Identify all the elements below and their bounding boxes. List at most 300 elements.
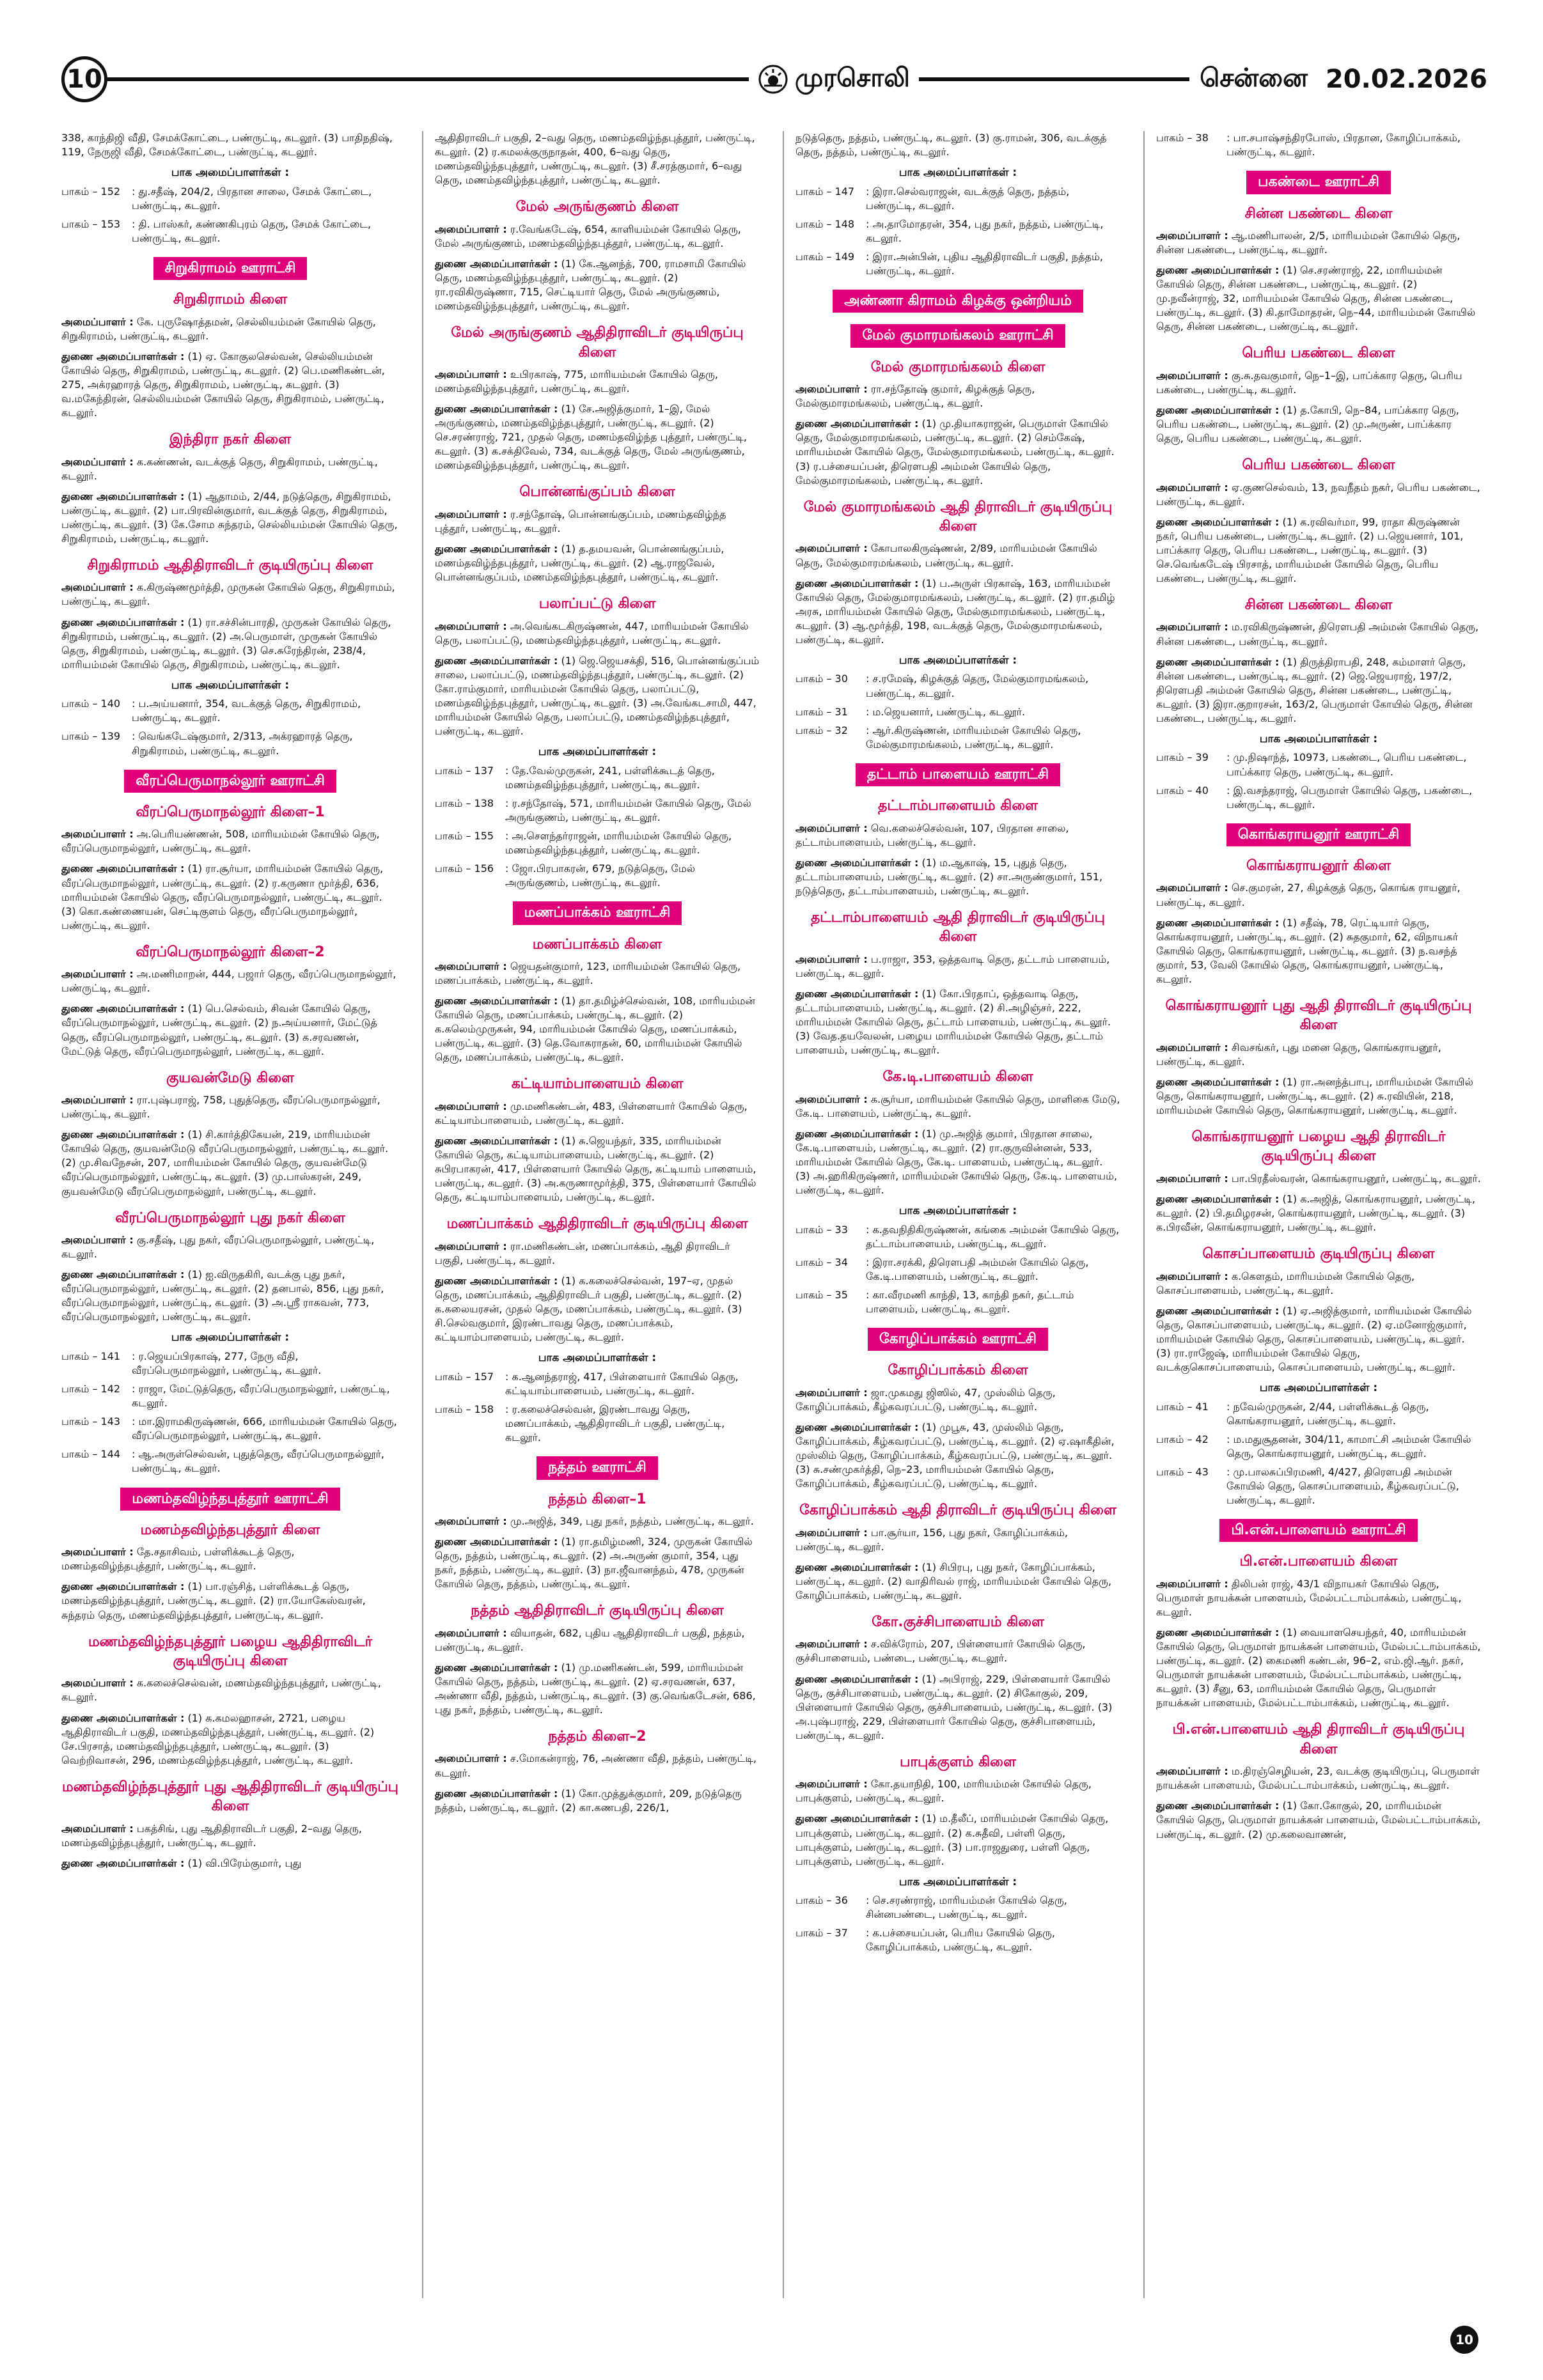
ward-organizer: : தே.வேல்முருகன், 241, பள்ளிக்கூடத் தெரு, மணம்தவிழ்ந்தபுத்தூர், பண்ருட்டி, கடலூர். (505, 764, 715, 791)
member-entry (795, 1560, 1120, 1603)
member-entry (1156, 515, 1481, 586)
role-label: அமைப்பாளர் : (795, 1386, 868, 1399)
member-entry (435, 508, 760, 536)
role-label: துணை அமைப்பாளர்கள் : (435, 1535, 558, 1548)
member-entry (61, 455, 399, 483)
ward-organizers-heading: பாக அமைப்பாளர்கள் : (898, 1204, 1017, 1218)
member-details: (1) ம.ஆகாஷ், 15, புதுத் தெரு, தட்டாம்பாளையம், பண்ருட்டி, கடலூர். (2) சா.அருண்குமார், 151, நடுத்தெரு, தட்டாம்பாளையம், பண்ருட்டி, கடலூர். (795, 856, 1103, 897)
role-label: துணை அமைப்பாளர்கள் : (435, 542, 558, 555)
member-entry (1156, 1270, 1481, 1298)
member-details: ர.வேங்கடேஷ், 654, காளியம்மன் கோயில் தெரு, மேல் அருங்குணம், மணம்தவிழ்ந்தபுத்தூர், பண்ருட்டி, கடலூர். (435, 222, 741, 249)
member-entry (435, 1626, 760, 1654)
ward-number: பாகம் – 155 (435, 829, 494, 842)
ward-organizers-heading: பாக அமைப்பாளர்கள் : (898, 1875, 1017, 1888)
role-label: துணை அமைப்பாளர்கள் : (435, 654, 558, 667)
ward-organizer: : ச.ரமேஷ், கிழக்குத் தெரு, மேல்குமாரமங்கலம், பண்ருட்டி, கடலூர். (866, 673, 1089, 699)
ward-entry (1156, 1433, 1481, 1461)
member-details: திலிபன் ராஜ், 43/1 விநாயகர் கோயில் தெரு, பெருமாள் நாயக்கன் பாளையம், மேல்பட்டாம்பாக்கம், பண்ருட்டி, கடலூர். (1156, 1577, 1462, 1618)
member-details: (1) க.கமலஹாசன், 2721, பழைய ஆதிதிராவிடர் பகுதி, மணம்தவிழ்ந்தபுத்தூர், பண்ருட்டி, கடலூர். (2) சே.பிரசாத், மணம்தவிழ்ந்தபுத்தூர், பண்ருட்டி, கடலூர். (3) வெற்றிவாசன், 296, மணம்தவிழ்ந்தபுத்தூர், பண்ருட்டி, கடலூர். (61, 1711, 375, 1766)
role-label: துணை அமைப்பாளர்கள் : (435, 1787, 558, 1800)
member-details: (1) த.கோபி, நெ–84, பாப்க்கார தெரு, பெரிய பகண்டை, பண்ருட்டி, கடலூர். (2) மு.அருண், பாப்க்கார தெரு, பெரிய பகண்டை, பண்ருட்டி, கடலூர். (1156, 403, 1459, 445)
section-banner: மணம்தவிழ்ந்தபுத்தூர் ஊராட்சி (120, 1488, 340, 1511)
member-entry (61, 131, 399, 159)
branch-heading: பெரிய பகண்டை கிளை (1242, 345, 1395, 362)
member-details: ஆதிதிராவிடர் பகுதி, 2–வது தெரு, மணம்தவிழ்ந்தபுத்தூர், பண்ருட்டி, கடலூர். (2) ர.கமலக்குருநாதன், 400, 6–வது தெரு, மணம்தவிழ்ந்தபுத்தூர், பண்ருட்டி, கடலூர். (3) சீ.சரத்குமார், 6–வது தெரு, மணம்தவிழ்ந்தபுத்தூர், பண்ருட்டி, கடலூர். (435, 132, 755, 187)
ward-organizer: : மா.இராமகிருஷ்ணன், 666, மாரியம்மன் கோயில் தெரு, வீரப்பெருமாநல்லூர், பண்ருட்டி, கடலூர். (132, 1415, 397, 1442)
ward-entry (61, 729, 399, 758)
member-entry (435, 1134, 760, 1204)
ward-number: பாகம் – 152 (61, 185, 121, 198)
article-columns (61, 131, 1481, 2298)
role-label: துணை அமைப்பாளர்கள் : (1156, 1304, 1280, 1317)
role-label: அமைப்பாளர் : (61, 1094, 134, 1107)
member-details: உபிரகாஷ், 775, மாரியம்மன் கோயில் தெரு, மணம்தவிழ்ந்தபுத்தூர், பண்ருட்டி, கடலூர். (435, 368, 718, 394)
member-details: கு.சதீஷ், புது நகர், வீரப்பெருமாநல்லூர், பண்ருட்டி, கடலூர். (61, 1233, 375, 1261)
member-details: அ.பெரியண்ணன், 508, மாரியம்மன் கோயில் தெரு, வீரப்பெருமாநல்லூர், பண்ருட்டி, கடலூர். (61, 828, 380, 855)
section-banner: தட்டாம் பாளையம் ஊராட்சி (856, 763, 1060, 786)
ward-organizer: : வெங்கடேஷ்குமார், 2/313, அக்ரஹாரத் தெரு, சிறுகிராமம், பண்ருட்டி, கடலூர். (132, 730, 353, 757)
branch-heading: மணப்பாக்கம் ஆதிதிராவிடர் குடியிருப்பு கிளை (446, 1216, 748, 1233)
member-details: (1) ஜெ.ஜெயசக்தி, 516, பொன்னங்குப்பம் சாலை, பலாப்பட்டு, மணம்தவிழ்ந்தபுத்தூர், பண்ருட்டி, கடலூர். (2) கோ.ராம்குமார், மாரியம்மன் கோயில் தெரு, பலாப்பட்டு, மணம்தவிழ்ந்தபுத்தூர், பண்ருட்டி, கடலூர். (3) அ.வேங்கடசாமி, 447, மாரியம்மன் கோயில் தெரு, பலாப்பட்டு, மணம்தவிழ்ந்தபுத்தூர், பண்ருட்டி, கடலூர். (435, 654, 760, 738)
role-label: துணை அமைப்பாளர்கள் : (61, 1002, 185, 1015)
role-label: அமைப்பாளர் : (61, 581, 134, 594)
member-details: அ.மணிமாறன், 444, பஜார் தெரு, வீரப்பெருமாநல்லூர், பண்ருட்டி, கடலூர். (61, 968, 396, 995)
member-entry (1156, 403, 1481, 446)
member-details: (1) ரா.சச்சின்பாரதி, முருகன் கோயில் தெரு, சிறுகிராமம், பண்ருட்டி, கடலூர். (2) அ.பெருமாள், முருகன் கோயில் தெரு, சிறுகிராமம், பண்ருட்டி, கடலூர். (3) செ.சுரேந்திரன், 238/4, மாரியம்மன் கோயில் தெரு, சிறுகிராமம், பண்ருட்டி, கடலூர். (61, 616, 391, 671)
branch-heading: மேல் குமாரமங்கலம் ஆதி திராவிடர் குடியிருப்பு கிளை (803, 499, 1113, 535)
ward-entry (435, 829, 760, 857)
role-label: அமைப்பாளர் : (795, 1526, 868, 1539)
ward-organizers-heading: பாக அமைப்பாளர்கள் : (538, 745, 657, 759)
role-label: துணை அமைப்பாளர்கள் : (795, 417, 919, 430)
role-label: அமைப்பாளர் : (61, 1546, 134, 1559)
branch-heading: சிறுகிராமம் ஆதிதிராவிடர் குடியிருப்பு கிளை (87, 557, 373, 574)
role-label: அமைப்பாளர் : (1156, 621, 1228, 634)
column-3 (783, 131, 1120, 2298)
ward-number: பாகம் – 140 (61, 697, 121, 710)
branch-heading: மணம்தவிழ்ந்தபுத்தூர் கிளை (140, 1521, 320, 1538)
role-label: அமைப்பாளர் : (1156, 1270, 1228, 1282)
branch-heading: மணம்தவிழ்ந்தபுத்தூர் புது ஆதிதிராவிடர் குடியிருப்பு கிளை (61, 1778, 399, 1815)
member-entry (61, 1093, 399, 1121)
member-details: (1) ஆதாமம், 2/44, நடுத்தெரு, சிறுகிராமம், பண்ருட்டி, கடலூர். (2) பா.பிரவின்குமார், வடக்குத் தெரு, சிறுகிராமம், பண்ருட்டி, கடலூர். (3) கே.சோம சுந்தரம், செல்லியம்மன் கோயில் தெரு, சிறுகிராமம், பண்ருட்டி, கடலூர். (61, 490, 398, 545)
member-entry (61, 827, 399, 855)
role-label: அமைப்பாளர் : (1156, 369, 1228, 382)
role-label: துணை அமைப்பாளர்கள் : (1156, 403, 1280, 416)
member-entry (435, 1752, 760, 1780)
ward-number: பாகம் – 43 (1156, 1465, 1209, 1478)
member-entry (1156, 263, 1481, 334)
member-entry (435, 1100, 760, 1128)
ward-number: பாகம் – 138 (435, 797, 494, 809)
ward-number: பாகம் – 39 (1156, 751, 1209, 764)
member-details: (1) ஏ.அஜித்குமார், மாரியம்மன் கோயில் தெரு, கொசப்பாளையம், பண்ருட்டி, கடலூர். (2) ஏ.மனோஜ்குமார், மாரியம்மன் கோயில் தெரு, கொசப்பாளையம், பண்ருட்டி, கடலூர். (3) ரா.ராஜேஷ், மாரியம்மன் கோயில் தெரு, வடக்குகொசப்பாளையம், கொசப்பாளையம், பண்ருட்டி, கடலூர். (1156, 1304, 1472, 1373)
brand-name: முரசொலி (795, 63, 910, 93)
ward-entry (795, 185, 1120, 213)
member-entry (795, 417, 1120, 487)
member-entry (61, 315, 399, 343)
ward-number: பாகம் – 158 (435, 1403, 494, 1415)
member-entry (795, 821, 1120, 850)
member-details: (1) சி.கார்த்திகேயன், 219, மாரியம்மன் கோயில் தெரு, குயவன்மேடு வீரப்பெருமாநல்லூர், பண்ருட்டி, கடலூர். (2) மு.சிவநேசன், 207, மாரியம்மன் கோயில் தெரு, குயவன்மேடு வீரப்பெருமாநல்லூர், பண்ருட்டி, கடலூர். (3) மு.பாஸ்கரன், 249, குயவன்மேடு வீரப்பெருமாநல்லூர், பண்ருட்டி, கடலூர். (61, 1128, 389, 1197)
member-entry (795, 1777, 1120, 1805)
role-label: அமைப்பாளர் : (435, 368, 507, 380)
member-entry (795, 1637, 1120, 1665)
role-label: துணை அமைப்பாளர்கள் : (61, 1128, 185, 1141)
member-entry (1156, 1577, 1481, 1619)
role-label: அமைப்பாளர் : (795, 542, 868, 555)
ward-entry (1156, 1400, 1481, 1428)
member-details: பா.பிரதீஸ்வரன், கொங்கராயனூர், பண்ருட்டி, கடலூர். (1231, 1172, 1481, 1185)
member-details: கு.சு.தவகுமார், நெ–1–இ, பாப்க்கார தெரு, பெரிய பகண்டை, பண்ருட்டி, கடலூர். (1156, 369, 1462, 396)
ward-organizer: : அ.தாமோதரன், 354, புது நகர், நத்தம், பண்ருட்டி, கடலூர். (866, 217, 1104, 244)
member-details: கே. புருஷோத்தமன், செல்லியம்மன் கோயில் தெரு, சிறுகிராமம், பண்ருட்டி, கடலூர். (61, 315, 376, 342)
ward-entry (795, 217, 1120, 245)
ward-number: பாகம் – 41 (1156, 1400, 1209, 1413)
role-label: அமைப்பாளர் : (795, 821, 868, 834)
column-4 (1143, 131, 1481, 2298)
member-entry (435, 222, 760, 251)
ward-number: பாகம் – 34 (795, 1256, 848, 1268)
branch-heading: தட்டாம்பாளையம் கிளை (877, 798, 1038, 814)
role-label: அமைப்பாளர் : (1156, 1172, 1228, 1185)
ward-entry (1156, 1465, 1481, 1507)
ward-organizer: : க.ஆனந்தராஜ், 417, பிள்ளையார் கோயில் தெரு, கட்டியாம்பாளையம், பண்ருட்டி, கடலூர். (505, 1370, 739, 1397)
ward-number: பாகம் – 42 (1156, 1433, 1209, 1445)
member-entry (1156, 1626, 1481, 1710)
ward-entry (1156, 131, 1481, 159)
footer-page-number: 10 (1450, 2326, 1478, 2354)
member-details: க.சூர்யா, மாரியம்மன் கோயில் தெரு, மாளிகை மேடு, கே.டி. பாளையம், பண்ருட்டி, கடலூர். (795, 1093, 1120, 1119)
edition-info (1189, 59, 1487, 100)
branch-heading: கொங்கராயனூர் கிளை (1246, 858, 1391, 875)
branch-heading: கோழிப்பாக்கம் ஆதி திராவிடர் குடியிருப்பு கிளை (799, 1502, 1116, 1519)
ward-organizer: : ர.கலைச்செல்வன், இரண்டாவது தெரு, மணப்பாக்கம், ஆதிதிராவிடர் பகுதி, பண்ருட்டி, கடலூர். (505, 1403, 725, 1444)
member-entry (1156, 1041, 1481, 1069)
ward-entry (795, 250, 1120, 278)
column-1 (61, 131, 399, 2298)
ward-entry (795, 1223, 1120, 1251)
role-label: துணை அமைப்பாளர்கள் : (1156, 655, 1280, 668)
ward-number: பாகம் – 147 (795, 185, 855, 198)
role-label: துணை அமைப்பாளர்கள் : (61, 1711, 185, 1724)
member-details: ம.ரவிகிருஷ்ணன், திரௌபதி அம்மன் கோயில் தெரு, சின்ன பகண்டை, பண்ருட்டி, கடலூர். (1156, 621, 1479, 648)
member-entry (61, 1128, 399, 1198)
member-entry (1156, 1304, 1481, 1374)
member-entry (435, 1661, 760, 1717)
member-entry (795, 987, 1120, 1057)
role-label: துணை அமைப்பாளர்கள் : (435, 403, 558, 416)
member-entry (795, 953, 1120, 981)
member-entry (795, 1812, 1120, 1868)
branch-heading: பலாப்பட்டு கிளை (538, 596, 656, 612)
member-details: (1) ஏ. கோகுலசெல்வன், செல்லியம்மன் கோயில் தெரு, சிறுகிராமம், பண்ருட்டி, கடலூர். (2) பெ.மணிகண்டன், 275, அக்ரஹாரத் தெரு, சிறுகிராமம், பண்ருட்டி, கடலூர். (3) வ.மகேந்திரன், செல்லியம்மன் கோயில் தெரு, சிறுகிராமம், பண்ருட்டி, கடலூர். (61, 350, 385, 419)
masthead-rule-left (107, 77, 749, 81)
member-details: (1) க.ரவிவர்மா, 99, ராதா கிருஷ்ணன் நகர், பெரிய பகண்டை, பண்ருட்டி, கடலூர். (2) ப.ஜெயனார், 101, பாப்க்கார தெரு, பெரிய பகண்டை, பண்ருட்டி, கடலூர். (3) செ.வெங்கடேஷ் பிரசாத், மாரியம்மன் கோயில் தெரு, பெரிய பகண்டை, பண்ருட்டி, கடலூர். (1156, 515, 1464, 584)
ward-organizers-heading: பாக அமைப்பாளர்கள் : (898, 653, 1017, 667)
branch-heading: இந்திரா நகர் கிளை (169, 432, 292, 448)
ward-entry (1156, 751, 1481, 779)
section-banner: மணப்பாக்கம் ஊராட்சி (513, 901, 682, 924)
section-banner: நத்தம் ஊராட்சி (537, 1456, 657, 1479)
member-details: (1) ஐ.விருதகிரி, வடக்கு புது நகர், வீரப்பெருமாநல்லூர், பண்ருட்டி, கடலூர். (2) தனபால், 856, புது நகர், வீரப்பெருமாநல்லூர், பண்ருட்டி, கடலூர். (3) அ.ஸ்ரீ ராகவன், 773, வீரப்பெருமாநல்லூர், பண்ருட்டி, கடலூர். (61, 1268, 384, 1323)
ward-number: பாகம் – 38 (1156, 132, 1209, 144)
role-label: அமைப்பாளர் : (1156, 481, 1228, 494)
ward-entry (435, 1370, 760, 1398)
branch-heading: பொன்னங்குப்பம் கிளை (519, 484, 675, 501)
role-label: துணை அமைப்பாளர்கள் : (435, 1135, 558, 1147)
member-details: (1) கோ.கோகுல், 20, மாரியம்மன் கோயில் தெரு, பெருமாள் நாயக்கன் பாளையம், மேல்பட்டாம்பாக்கம், பண்ருட்டி, கடலூர். (2) மு.கலைவாணன், (1156, 1800, 1481, 1840)
member-details: (1) வையாளசெயந்தர், 40, மாரியம்மன் கோயில் தெரு, பெருமாள் நாயக்கன் பாளையம், மேல்பட்டாம்பாக்கம், பண்ருட்டி, கடலூர். (2) கைமணி கண்டன், 96–2, எம்.ஜி.ஆர். நகர், பெருமாள் நாயக்கன் பாளையம், மேல்பட்டாம்பாக்கம், பண்ருட்டி, கடலூர். (3) சீனு, 63, மாரியம்மன் கோயில் தெரு, பெருமாள் நாயக்கன் பாளையம், மேல்பட்டாம்பாக்கம், பண்ருட்டி, கடலூர். (1156, 1626, 1481, 1709)
ward-organizer: : இரா.அன்பின், புதிய ஆதிதிராவிடர் பகுதி, நத்தம், பண்ருட்டி, கடலூர். (866, 250, 1103, 277)
ward-organizer: : அ.சௌந்தர்ராஜன், மாரியம்மன் கோயில் தெரு, மணம்தவிழ்ந்தபுத்தூர், பண்ருட்டி, கடலூர். (505, 829, 732, 856)
member-details: ச.விக்ரோம், 207, பிள்ளையார் கோயில் தெரு, குச்சிபாளையம், பண்டை, பண்ருட்டி, கடலூர். (795, 1638, 1086, 1665)
member-entry (435, 1514, 760, 1528)
member-details: கோ.தயாநிதி, 100, மாரியம்மன் கோயில் தெரு, பாபுக்குளம், பண்ருட்டி, கடலூர். (795, 1778, 1092, 1805)
role-label: அமைப்பாளர் : (1156, 229, 1228, 242)
member-entry (795, 1386, 1120, 1414)
member-details: (1) ரா.அனந்த்பாபு, மாரியம்மன் கோயில் தெரு, கொங்கராயனூர், பண்ருட்டி, கடலூர். (2) சு.ரவியின், 218, மாரியம்மன் கோயில் தெரு, கொங்கராயனூர், பண்ருட்டி, கடலூர். (1156, 1075, 1473, 1117)
role-label: அமைப்பாளர் : (795, 383, 868, 396)
member-details: (1) க.அஜித், கொங்கராயனூர், பண்ருட்டி, கடலூர். (2) பி.தமிழரசன், கொங்கராயனூர், பண்ருட்டி, கடலூர். (3) க.பிரவீன், கொங்கராயனூர், பண்ருட்டி, கடலூர். (1156, 1192, 1476, 1234)
role-label: துணை அமைப்பாளர்கள் : (1156, 1800, 1280, 1812)
role-label: அமைப்பாளர் : (61, 1233, 134, 1246)
branch-heading: கோ.குச்சிபாளையம் கிளை (872, 1614, 1044, 1631)
role-label: அமைப்பாளர் : (435, 508, 507, 520)
branch-heading: கொங்கராயனூர் புது ஆதி திராவிடர் குடியிருப்பு கிளை (1165, 998, 1472, 1034)
ward-entry (61, 1415, 399, 1443)
member-details: (1) மு.அஜித் குமார், பிரதான சாலை, கே.டி.பாளையம், பண்ருட்டி, கடலூர். (2) ரா.குருவின்னன், 533, மாரியம்மன் கோயில் தெரு, கே.டி. பாளையம், பண்ருட்டி, கடலூர். (3) அ.ஹரிகிருஷ்ணர், மாரியம்மன் கோயில் தெரு, கே.டி. பாளையம், பண்ருட்டி, கடலூர். (795, 1127, 1118, 1197)
member-details: ம.திரஞ்செழியன், 23, வடக்கு குடியிருப்பு, பெருமாள் நாயக்கன் பாளையம், மேல்பட்டாம்பாக்கம், பண்ருட்டி, கடலூர். (1156, 1765, 1480, 1792)
branch-heading: நத்தம் ஆதிதிராவிடர் குடியிருப்பு கிளை (471, 1603, 724, 1619)
ward-number: பாகம் – 37 (795, 1927, 848, 1940)
ward-organizer: : கா.வீரமணி காந்தி, 13, காந்தி நகர், தட்டாம் பாளையம், பண்ருட்டி, கடலூர். (866, 1288, 1074, 1315)
ward-number: பாகம் – 36 (795, 1894, 848, 1907)
ward-number: பாகம் – 153 (61, 217, 121, 230)
member-details: ரா.சந்தோஷ் குமார், கிழக்குத் தெரு, மேல்குமாரமங்கலம், பண்ருட்டி, கடலூர். (795, 383, 1035, 410)
ward-organizer: : இரா.சரக்கி, திரௌபதி அம்மன் கோயில் தெரு, கே.டி.பாளையம், பண்ருட்டி, கடலூர். (866, 1256, 1089, 1282)
page-number: 10 (61, 56, 107, 102)
ward-number: பாகம் – 141 (61, 1349, 121, 1362)
ward-number: பாகம் – 143 (61, 1415, 121, 1428)
role-label: அமைப்பாளர் : (435, 1626, 507, 1639)
member-details: செ.குமரன், 27, கிழக்குத் தெரு, கொங்க ராயனூர், பண்ருட்டி, கடலூர். (1156, 882, 1461, 908)
section-banner: பகண்டை ஊராட்சி (1246, 171, 1391, 194)
role-label: அமைப்பாளர் : (435, 1100, 507, 1112)
role-label: அமைப்பாளர் : (1156, 1041, 1228, 1054)
member-entry (435, 542, 760, 584)
branch-heading: பெரிய பகண்டை கிளை (1242, 457, 1395, 474)
ward-organizers-heading: பாக அமைப்பாளர்கள் : (1259, 732, 1378, 745)
role-label: துணை அமைப்பாளர்கள் : (61, 350, 185, 362)
ward-number: பாகம் – 35 (795, 1288, 848, 1301)
member-details: தே.சதாசிவம், பள்ளிக்கூடத் தெரு, மணம்தவிழ்ந்தபுத்தூர், பண்ருட்டி, கடலூர். (61, 1546, 295, 1573)
branch-heading: நத்தம் கிளை–1 (548, 1491, 646, 1507)
member-details: கோபாலகிருஷ்ணன், 2/89, மாரியம்மன் கோயில் தெரு, மேல்குமாரமங்கலம், பண்ருட்டி, கடலூர். (795, 542, 1097, 569)
member-details: (1) கே.ஆனந்த், 700, ராமசாமி கோயில் தெரு, மணம்தவிழ்ந்தபுத்தூர், பண்ருட்டி, கடலூர். (2) ரா.ரவிகிருஷ்ணா, 715, செட்டியார் தெரு, மேல் அருங்குணம், மணம்தவிழ்ந்தபுத்தூர், பண்ருட்டி, கடலூர். (435, 257, 746, 313)
ward-number: பாகம் – 148 (795, 217, 855, 230)
section-banner: கோழிப்பாக்கம் ஊராட்சி (868, 1328, 1048, 1351)
branch-heading: கொங்கராயனூர் பழைய ஆதி திராவிடர் குடியிருப்பு கிளை (1191, 1129, 1446, 1165)
role-label: அமைப்பாளர் : (795, 1638, 868, 1651)
ward-entry (795, 1926, 1120, 1954)
role-label: துணை அமைப்பாளர்கள் : (61, 490, 185, 502)
ward-organizer: : மு.பாலசுப்பிரமணி, 4/427, திரௌபதி அம்மன் கோயில் தெரு, கொசப்பாளையம், கீழ்கவரப்பட்டு, பண்ருட்டி, கடலூர். (1226, 1465, 1459, 1506)
member-entry (61, 580, 399, 609)
member-details: ஆ.மணிபாலன், 2/5, மாரியம்மன் கோயில் தெரு, சின்ன பகண்டை, பண்ருட்டி, கடலூர். (1156, 229, 1461, 256)
role-label: அமைப்பாளர் : (61, 968, 134, 981)
role-label: அமைப்பாளர் : (435, 960, 507, 972)
branch-heading: பி.என்.பாளையம் ஆதி திராவிடர் குடியிருப்பு கிளை (1172, 1722, 1465, 1757)
member-details: (1) கோ.முத்துக்குமார், 209, நடுத்தெரு நத்தம், பண்ருட்டி, கடலூர். (2) கா.கணபதி, 226/1, (435, 1787, 742, 1814)
member-details: (1) பா.ரஞ்சித், பள்ளிக்கூடத் தெரு, மணம்தவிழ்ந்தபுத்தூர், பண்ருட்டி, கடலூர். (2) ரா.யோகேஸ்வரன், சுந்தரம் தெரு, மணம்தவிழ்ந்தபுத்தூர், பண்ருட்டி, கடலூர். (61, 1580, 366, 1621)
ward-entry (61, 1349, 399, 1378)
branch-heading: வீரப்பெருமாநல்லூர் கிளை–2 (136, 944, 325, 960)
member-details: 338, காந்திஜி வீதி, சேமக்கோட்டை, பண்ருட்டி, கடலூர். (3) பாதிநதிஷ், 119, நேருஜி வீதி, சேமக்கோட்டை, பண்ருட்டி, கடலூர். (61, 132, 393, 159)
section-banner: பி.என்.பாளையம் ஊராட்சி (1219, 1519, 1417, 1542)
role-label: துணை அமைப்பாளர்கள் : (795, 856, 919, 869)
ward-entry (61, 217, 399, 245)
role-label: துணை அமைப்பாளர்கள் : (795, 1420, 919, 1433)
edition-city: சென்னை (1200, 63, 1308, 93)
ward-entry (1156, 784, 1481, 812)
ward-organizer: : தி. பாஸ்கர், கண்ணகிபுரம் தெரு, சேமக் கோட்டை, பண்ருட்டி, கடலூர். (132, 217, 372, 244)
member-entry (1156, 881, 1481, 909)
member-details: (1) சு.ஜெயந்தர், 335, மாரியம்மன் கோயில் தெரு, கட்டியாம்பாளையம், பண்ருட்டி, கடலூர். (2) சுபிரபாகரன், 417, பிள்ளையார் கோயில் தெரு, கட்டியாம் பாளையம், பண்ருட்டி, கடலூர். (3) அ.கருணாமூர்த்தி, 375, பிள்ளையார் கோயில் தெரு, கட்டியாம்பாளையம், பண்ருட்டி, கடலூர். (435, 1135, 756, 1204)
member-details: (1) த.தமயவன், பொன்னங்குப்பம், மணம்தவிழ்ந்தபுத்தூர், பண்ருட்டி, கடலூர். (2) ஆ.ராஜவேல், பொன்னங்குப்பம், மணம்தவிழ்ந்தபுத்தூர், பண்ருட்டி, கடலூர். (435, 542, 725, 584)
role-label: துணை அமைப்பாளர்கள் : (795, 1672, 919, 1685)
ward-organizer: : ம.மதுசூதனன், 304/11, காமாட்சி அம்மன் கோயில் தெரு, கொங்கராயனூர், பண்ருட்டி, கடலூர். (1226, 1433, 1471, 1459)
masthead (61, 56, 1487, 102)
role-label: அமைப்பாளர் : (61, 455, 134, 468)
ward-organizer: : ப.அய்யனார், 354, வடக்குத் தெரு, சிறுகிராமம், பண்ருட்டி, கடலூர். (132, 697, 361, 724)
member-details: (1) செ.சரண்ராஜ், 22, மாரியம்மன் கோயில் தெரு, சின்ன பகண்டை, பண்ருட்டி, கடலூர். (2) மு.நவீன்ராஜ், 32, மாரியம்மன் கோயில் தெரு, சின்ன பகண்டை, பண்ருட்டி, கடலூர். (3) கி.தாமோதரன், நெ–44, மாரியம்மன் கோயில் தெரு, சின்ன பகண்டை, பண்ருட்டி, கடலூர். (1156, 264, 1476, 333)
brand (749, 59, 919, 100)
member-entry (61, 1268, 399, 1324)
role-label: அமைப்பாளர் : (1156, 882, 1228, 894)
member-entry (435, 1274, 760, 1344)
branch-heading: மணப்பாக்கம் கிளை (532, 936, 662, 953)
ward-organizers-heading: பாக அமைப்பாளர்கள் : (171, 678, 290, 692)
member-details: (1) சே.அஜித்குமார், 1–இ, மேல் அருங்குணம், மணம்தவிழ்ந்தபுத்தூர், பண்ருட்டி, கடலூர். (2) செ.சரண்ராஜ், 721, முதல் தெரு, மணம்தவிழ்ந்த புத்தூர், பண்ருட்டி, கடலூர். (3) க.சக்திவேல், 734, வடக்குத் தெரு, மேல் அருங்குணம், மணம்தவிழ்ந்தபுத்தூர், பண்ருட்டி, கடலூர். (435, 403, 747, 472)
ward-organizer: : பா.சபாஷ்சந்திரபோஸ், பிரதான, கோழிப்பாக்கம், பண்ருட்டி, கடலூர். (1226, 132, 1461, 159)
role-label: அமைப்பாளர் : (61, 1822, 134, 1835)
member-details: (1) திருத்திராபதி, 248, கம்மாளர் தெரு, சின்ன பகண்டை, பண்ருட்டி, கடலூர். (2) ஜெ.ஜெயராஜ், 197/2, திரௌபதி அம்மன் கோயில் தெரு, சின்ன பகண்டை, பண்ருட்டி, கடலூர். (3) இரா.குறாரசன், 163/2, பெருமாள் கோயில் தெரு, சின்ன பகண்டை, பண்ருட்டி, கடலூர். (1156, 655, 1473, 724)
role-label: துணை அமைப்பாளர்கள் : (61, 616, 185, 628)
role-label: அமைப்பாளர் : (435, 1752, 507, 1765)
rising-sun-icon (758, 64, 788, 95)
ward-entry (435, 1403, 760, 1445)
member-entry (1156, 481, 1481, 509)
role-label: அமைப்பாளர் : (61, 315, 134, 328)
section-banner: சிறுகிராமம் ஊராட்சி (153, 257, 308, 280)
member-details: க.கலைச்செல்வன், மணம்தவிழ்ந்தபுத்தூர், பண்ருட்டி, கடலூர். (61, 1677, 381, 1704)
member-details: (1) ப.அருள் பிரகாஷ், 163, மாரியம்மன் கோயில் தெரு, மேல்குமாரமங்கலம், பண்ருட்டி, கடலூர். (2) ரா.தமிழ் அரசு, மாரியம்மன் கோயில் தெரு, மேல்குமாரமங்கலம், பண்ருட்டி, கடலூர். (3) ஆ.மூர்த்தி, 198, வடக்குத் தெரு, மேல்குமாரமங்கலம், பண்ருட்டி, கடலூர். (795, 577, 1115, 646)
ward-organizer: : இரா.செல்வராஜன், வடக்குத் தெரு, நத்தம், பண்ருட்டி, கடலூர். (866, 185, 1070, 212)
ward-number: பாகம் – 40 (1156, 784, 1209, 797)
section-banner: அண்ணா கிராமம் கிழக்கு ஒன்றியம் (833, 290, 1083, 313)
member-entry (1156, 1172, 1481, 1186)
member-entry (1156, 369, 1481, 397)
role-label: துணை அமைப்பாளர்கள் : (1156, 515, 1280, 528)
branch-heading: கட்டியாம்பாளையம் கிளை (511, 1076, 684, 1093)
member-details: (1) மு.தியாகராஜன், பெருமாள் கோயில் தெரு, மேல்குமாரமங்கலம், பண்ருட்டி, கடலூர். (2) செம்கேஷ், மாரியம்மன் கோயில் தெரு, மேல்குமாரமங்கலம், பண்ருட்டி, கடலூர். (3) ர.பச்சையப்பன், திரௌபதி அம்மன் கோயில் தெரு, மேல்குமாரமங்கலம், பண்ருட்டி, கடலூர். (795, 417, 1115, 486)
role-label: துணை அமைப்பாளர்கள் : (795, 1560, 919, 1573)
branch-heading: மேல் அருங்குணம் ஆதிதிராவிடர் குடியிருப்பு கிளை (451, 325, 744, 361)
member-details: வியாதன், 682, புதிய ஆதிதிராவிடர் பகுதி, நத்தம், பண்ருட்டி, கடலூர். (435, 1626, 745, 1653)
branch-heading: வீரப்பெருமாநல்லூர் கிளை–1 (136, 804, 325, 820)
role-label: அமைப்பாளர் : (61, 1677, 134, 1690)
member-details: (1) தா.தமிழ்ச்செல்வன், 108, மாரியம்மன் கோயில் தெரு, மணப்பாக்கம், பண்ருட்டி, கடலூர். (2) க.கலெம்முருகன், 94, மாரியம்மன் கோயில் தெரு, மணப்பாக்கம், பண்ருட்டி, கடலூர். (3) தெ.வோகராதன், 60, மாரியம்மன் கோயில் தெரு, மணப்பாக்கம், பண்ருட்டி, கடலூர். (435, 995, 756, 1064)
member-details: சிவசங்கர், புது மனை தெரு, கொங்கராயனூர், பண்ருட்டி, கடலூர். (1156, 1041, 1441, 1068)
ward-entry (795, 705, 1120, 719)
ward-number: பாகம் – 144 (61, 1448, 121, 1461)
ward-entry (435, 764, 760, 792)
role-label: அமைப்பாளர் : (435, 619, 507, 632)
member-entry (1156, 1192, 1481, 1234)
branch-heading: சின்ன பகண்டை கிளை (1244, 597, 1393, 614)
ward-organizer: : ஜோ.பிரபாகரன், 679, நடுத்தெரு, மேல் அருங்குணம், பண்ருட்டி, கடலூர். (505, 862, 696, 889)
role-label: துணை அமைப்பாளர்கள் : (61, 1580, 185, 1593)
member-details: க.கண்ணன், வடக்குத் தெரு, சிறுகிராமம், பண்ருட்டி, கடலூர். (61, 455, 378, 482)
member-entry (435, 368, 760, 396)
member-entry (795, 131, 1120, 159)
branch-heading: மணம்தவிழ்ந்தபுத்தூர் பழைய ஆதிதிராவிடர் குடியிருப்பு கிளை (88, 1633, 373, 1669)
ward-organizers-heading: பாக அமைப்பாளர்கள் : (1259, 1381, 1378, 1395)
member-entry (61, 616, 399, 672)
member-entry (795, 1093, 1120, 1121)
ward-entry (435, 862, 760, 890)
ward-organizer: : து.சதீஷ், 204/2, பிரதான சாலை, சேமக் கோட்டை, பண்ருட்டி, கடலூர். (132, 185, 372, 212)
member-entry (435, 257, 760, 313)
branch-heading: பி.என்.பாளையம் கிளை (1239, 1553, 1398, 1570)
member-details: (1) மு.மணிகண்டன், 599, மாரியம்மன் கோயில் தெரு, நத்தம், பண்ருட்டி, கடலூர். (2) ஏ.சரவணன், 637, அண்ணா வீதி, நத்தம், பண்ருட்டி, கடலூர். (3) கு.வெங்கடேசன், 686, புது நகர், நத்தம், பண்ருட்டி, கடலூர். (435, 1661, 756, 1716)
role-label: அமைப்பாளர் : (435, 1240, 507, 1252)
member-details: (1) முபூசு, 43, முஸ்லிம் தெரு, கோழிப்பாக்கம், கீழ்கவரப்பட்டு, பண்ருட்டி, கடலூர். (2) ஏ.ஷாகீதின், முஸ்லிம் தெரு, கோழிப்பாக்கம், கீழ்கவரப்பட்டு, பண்ருட்டி, கடலூர். (3) சு.சண்முகர்த்தி, நெ–23, மாரியம்மன் கோயில் தெரு, கோழிப்பாக்கம், கீழ்கவரப்பட்டு, பண்ருட்டி, கடலூர். (795, 1420, 1115, 1490)
section-banner: மேல் குமாரமங்கலம் ஊராட்சி (850, 324, 1065, 347)
member-entry (1156, 916, 1481, 986)
role-label: துணை அமைப்பாளர்கள் : (795, 987, 919, 1000)
ward-entry (795, 1256, 1120, 1284)
role-label: அமைப்பாளர் : (795, 953, 868, 965)
role-label: துணை அமைப்பாளர்கள் : (61, 1856, 185, 1869)
ward-number: பாகம் – 142 (61, 1383, 121, 1396)
ward-organizer: : இ.வசந்தராஜ், பெருமாள் கோயில் தெரு, பகண்டை, பண்ருட்டி, கடலூர். (1226, 784, 1473, 811)
member-entry (61, 1002, 399, 1058)
role-label: துணை அமைப்பாளர்கள் : (1156, 916, 1280, 929)
role-label: துணை அமைப்பாளர்கள் : (61, 862, 185, 875)
member-entry (795, 382, 1120, 410)
member-details: (1) ரா.சூர்யா, மாரியம்மன் கோயில் தெரு, வீரப்பெருமாநல்லூர், பண்ருட்டி, கடலூர். (2) ர.கருணா மூர்த்தி, 636, மாரியம்மன் கோயில் தெரு, வீரப்பெருமாநல்லூர், பண்ருட்டி, கடலூர். (3) கொ.கண்ணையன், செட்டிகுளம் தெரு, வீரப்பெருமாநல்லூர், பண்ருட்டி, கடலூர். (61, 862, 384, 931)
member-entry (795, 541, 1120, 570)
ward-organizer: : க.தவநிதிகிருஷ்ணன், கங்கை அம்மன் கோயில் தெரு, தட்டாம்பாளையம், பண்ருட்டி, கடலூர். (866, 1223, 1120, 1250)
branch-heading: மேல் குமாரமங்கலம் கிளை (870, 359, 1046, 375)
member-entry (795, 1526, 1120, 1554)
member-details: ரா.புஷ்பராஜ், 758, புதுத்தெரு, வீரப்பெருமாநல்லூர், பண்ருட்டி, கடலூர். (61, 1094, 380, 1121)
member-details: ஜெயதன்குமார், 123, மாரியம்மன் கோயில் தெரு, மணப்பாக்கம், பண்ருட்டி, கடலூர். (435, 960, 741, 987)
member-entry (61, 1580, 399, 1622)
member-details: (1) சிபிரபு, புது நகர், கோழிப்பாக்கம், பண்ருட்டி, கடலூர். (2) வாதிரிவல் ராஜ், மாரியம்மன் கோயில் தெரு, கோழிப்பாக்கம், பண்ருட்டி, கடலூர். (795, 1560, 1112, 1601)
ward-entry (61, 1447, 399, 1475)
ward-number: பாகம் – 33 (795, 1223, 848, 1236)
section-banner: வீரப்பெருமாநல்லூர் ஊராட்சி (124, 770, 336, 793)
role-label: அமைப்பாளர் : (795, 1093, 868, 1105)
ward-organizer: : ர.சந்தோஷ், 571, மாரியம்மன் கோயில் தெரு, மேல் அருங்குணம், பண்ருட்டி, கடலூர். (505, 797, 751, 823)
member-entry (1156, 1075, 1481, 1117)
member-entry (61, 1676, 399, 1704)
role-label: அமைப்பாளர் : (795, 1778, 868, 1791)
member-entry (435, 1535, 760, 1591)
